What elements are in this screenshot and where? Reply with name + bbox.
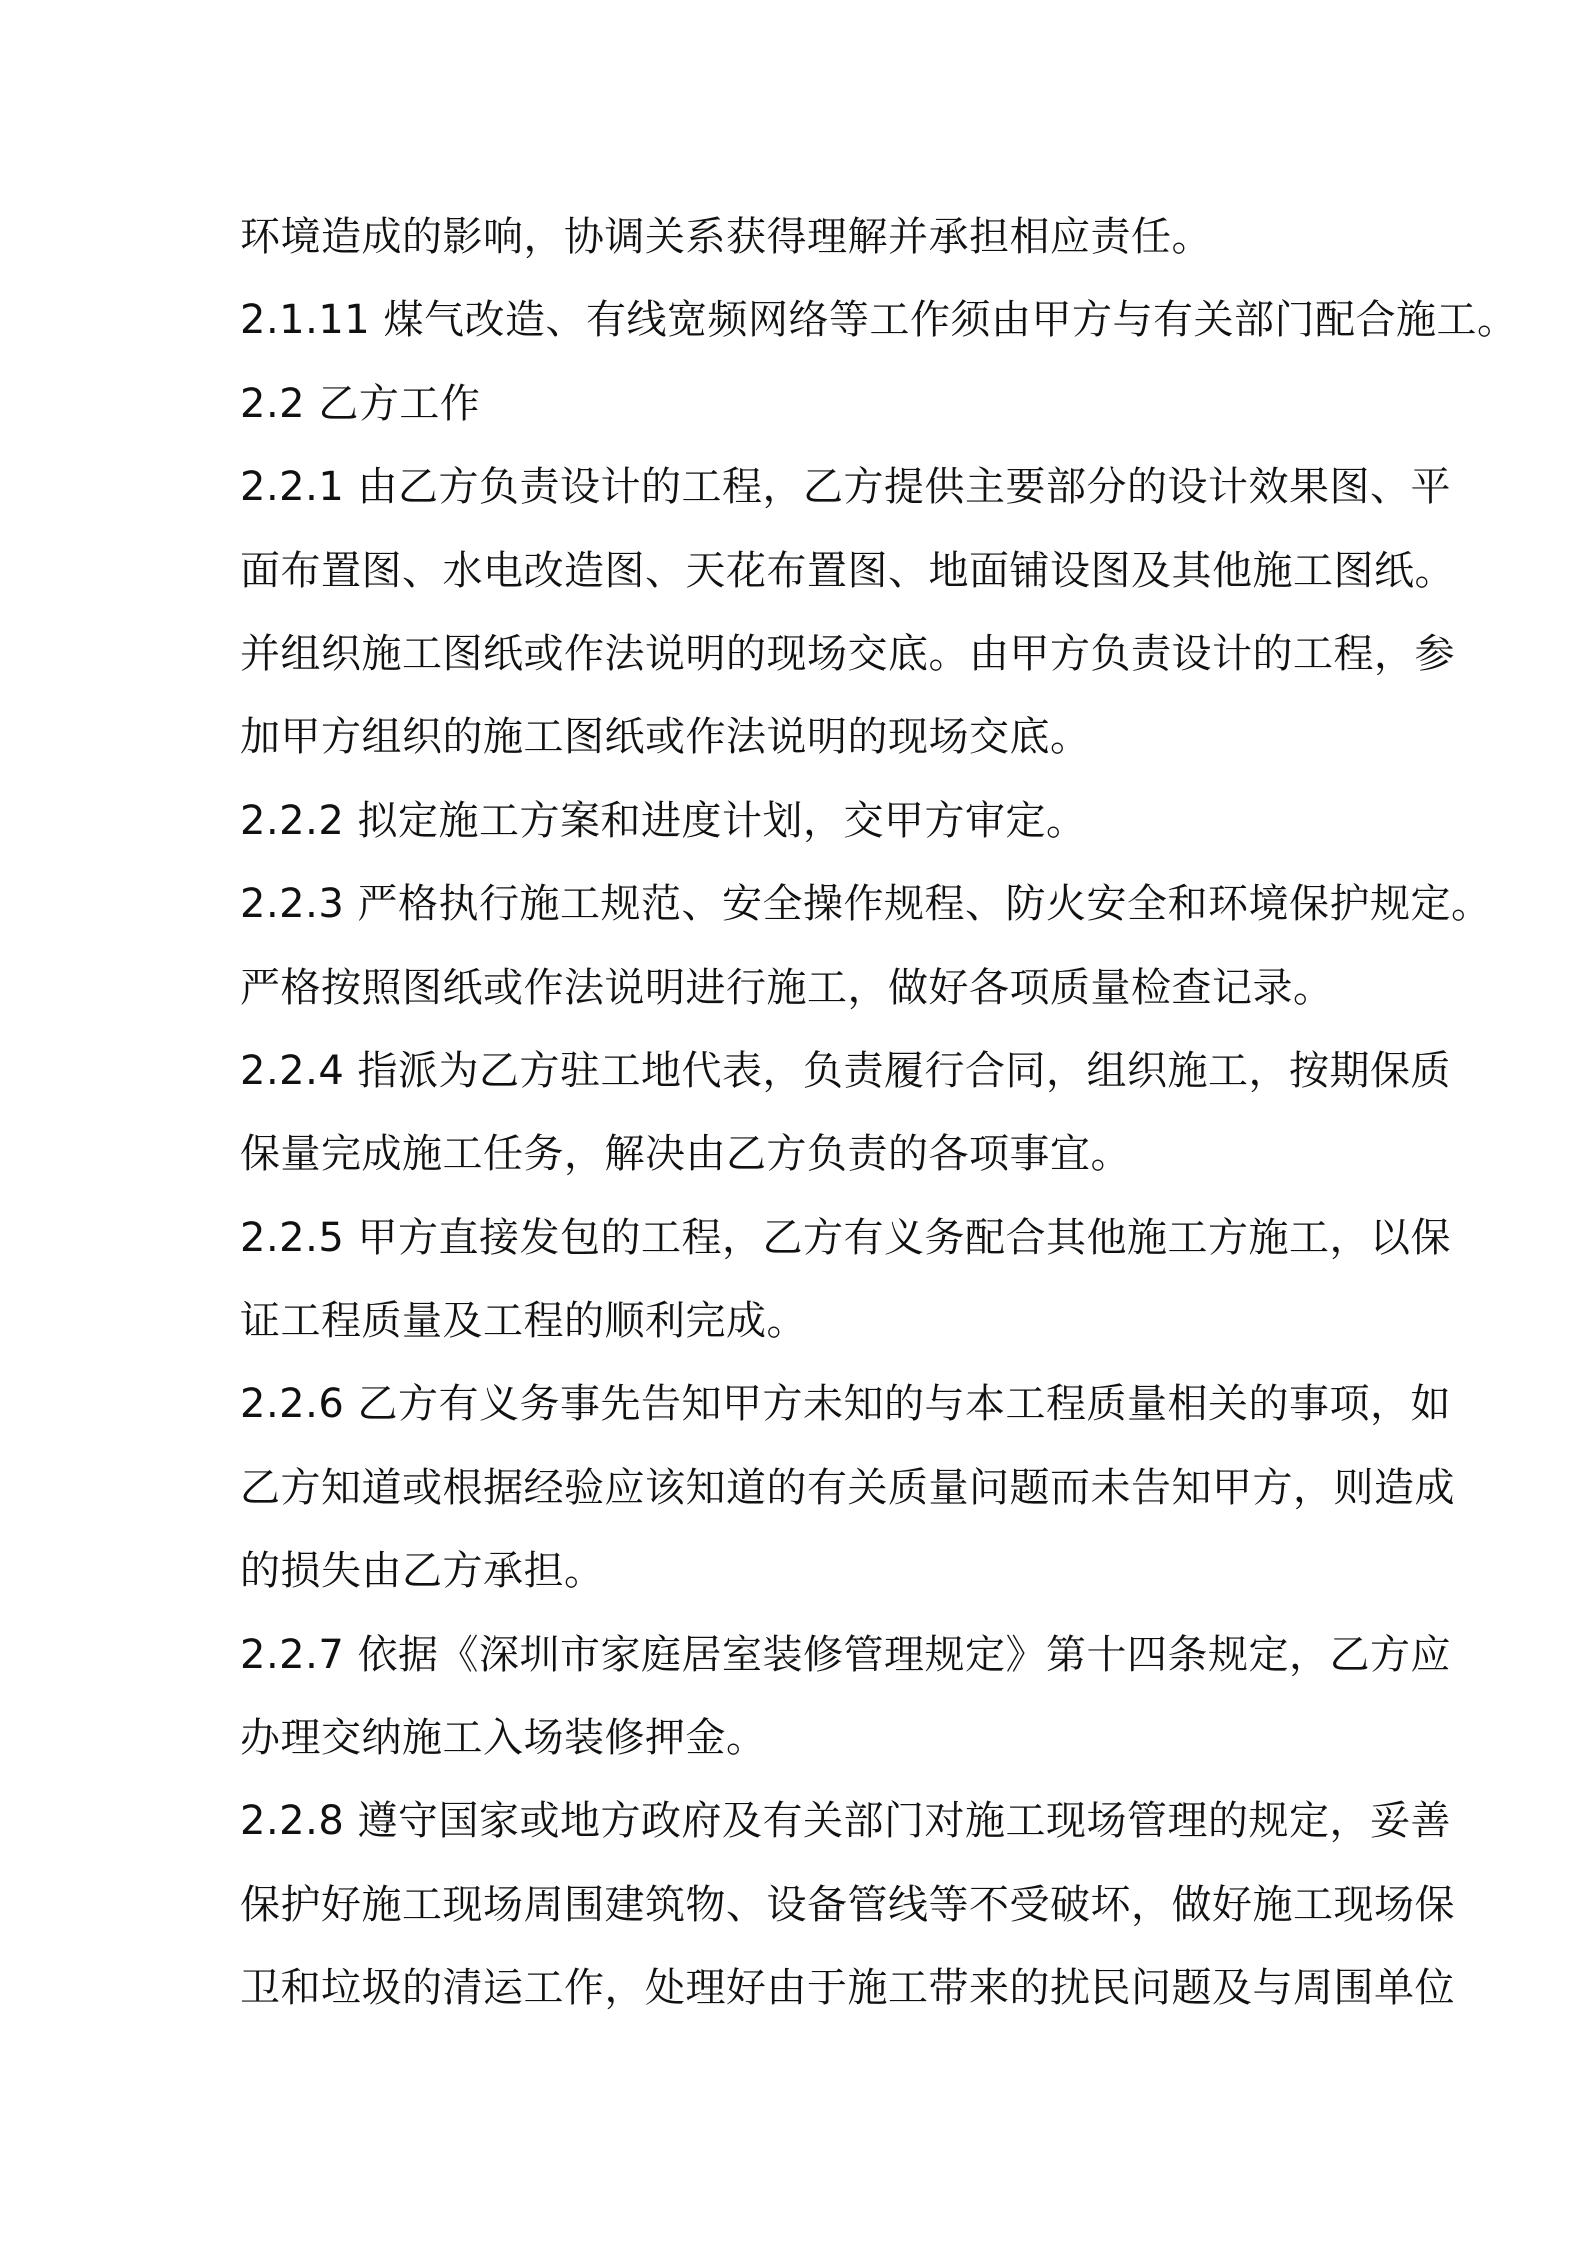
text-line: 面布置图、水电改造图、天花布置图、地面铺设图及其他施工图纸。 xyxy=(240,547,1455,594)
text-line: 并组织施工图纸或作法说明的现场交底。由甲方负责设计的工程，参 xyxy=(240,630,1455,677)
text-line: 严格按照图纸或作法说明进行施工，做好各项质量检查记录。 xyxy=(240,964,1334,1011)
text-line: 保护好施工现场周围建筑物、设备管线等不受破坏，做好施工现场保 xyxy=(240,1881,1455,1928)
text-line: 的损失由乙方承担。 xyxy=(240,1548,605,1595)
text-line: 保量完成施工任务，解决由乙方负责的各项事宜。 xyxy=(240,1131,1131,1178)
text-line: 卫和垃圾的清运工作，处理好由于施工带来的扰民问题及与周围单位 xyxy=(240,1965,1455,2012)
text-line: 2.2.5 甲方直接发包的工程，乙方有义务配合其他施工方施工，以保 xyxy=(240,1214,1451,1261)
text-line: 办理交纳施工入场装修押金。 xyxy=(240,1715,767,1762)
text-line: 2.2.4 指派为乙方驻工地代表，负责履行合同，组织施工，按期保质 xyxy=(240,1047,1451,1094)
text-line: 2.2.6 乙方有义务事先告知甲方未知的与本工程质量相关的事项，如 xyxy=(240,1381,1451,1428)
text-line: 2.2.1 由乙方负责设计的工程，乙方提供主要部分的设计效果图、平 xyxy=(240,464,1451,511)
text-line: 环境造成的影响，协调关系获得理解并承担相应责任。 xyxy=(240,214,1212,260)
text-line: 2.2.3 严格执行施工规范、安全操作规程、防火安全和环境保护规定。 xyxy=(240,881,1492,928)
text-line: 证工程质量及工程的顺利完成。 xyxy=(240,1298,807,1345)
section-heading: 2.2 乙方工作 xyxy=(240,380,481,427)
document-body xyxy=(240,196,1518,2031)
text-line: 乙方知道或根据经验应该知道的有关质量问题而未告知甲方，则造成 xyxy=(240,1464,1455,1511)
text-line: 加甲方组织的施工图纸或作法说明的现场交底。 xyxy=(240,714,1091,761)
text-line: 2.2.2 拟定施工方案和进度计划，交甲方审定。 xyxy=(240,797,1087,844)
text-line: 2.2.7 依据《深圳市家庭居室装修管理规定》第十四条规定，乙方应 xyxy=(240,1631,1451,1678)
text-line: 2.1.11 煤气改造、有线宽频网络等工作须由甲方与有关部门配合施工。 xyxy=(240,297,1518,344)
text-line: 2.2.8 遵守国家或地方政府及有关部门对施工现场管理的规定，妥善 xyxy=(240,1798,1451,1845)
